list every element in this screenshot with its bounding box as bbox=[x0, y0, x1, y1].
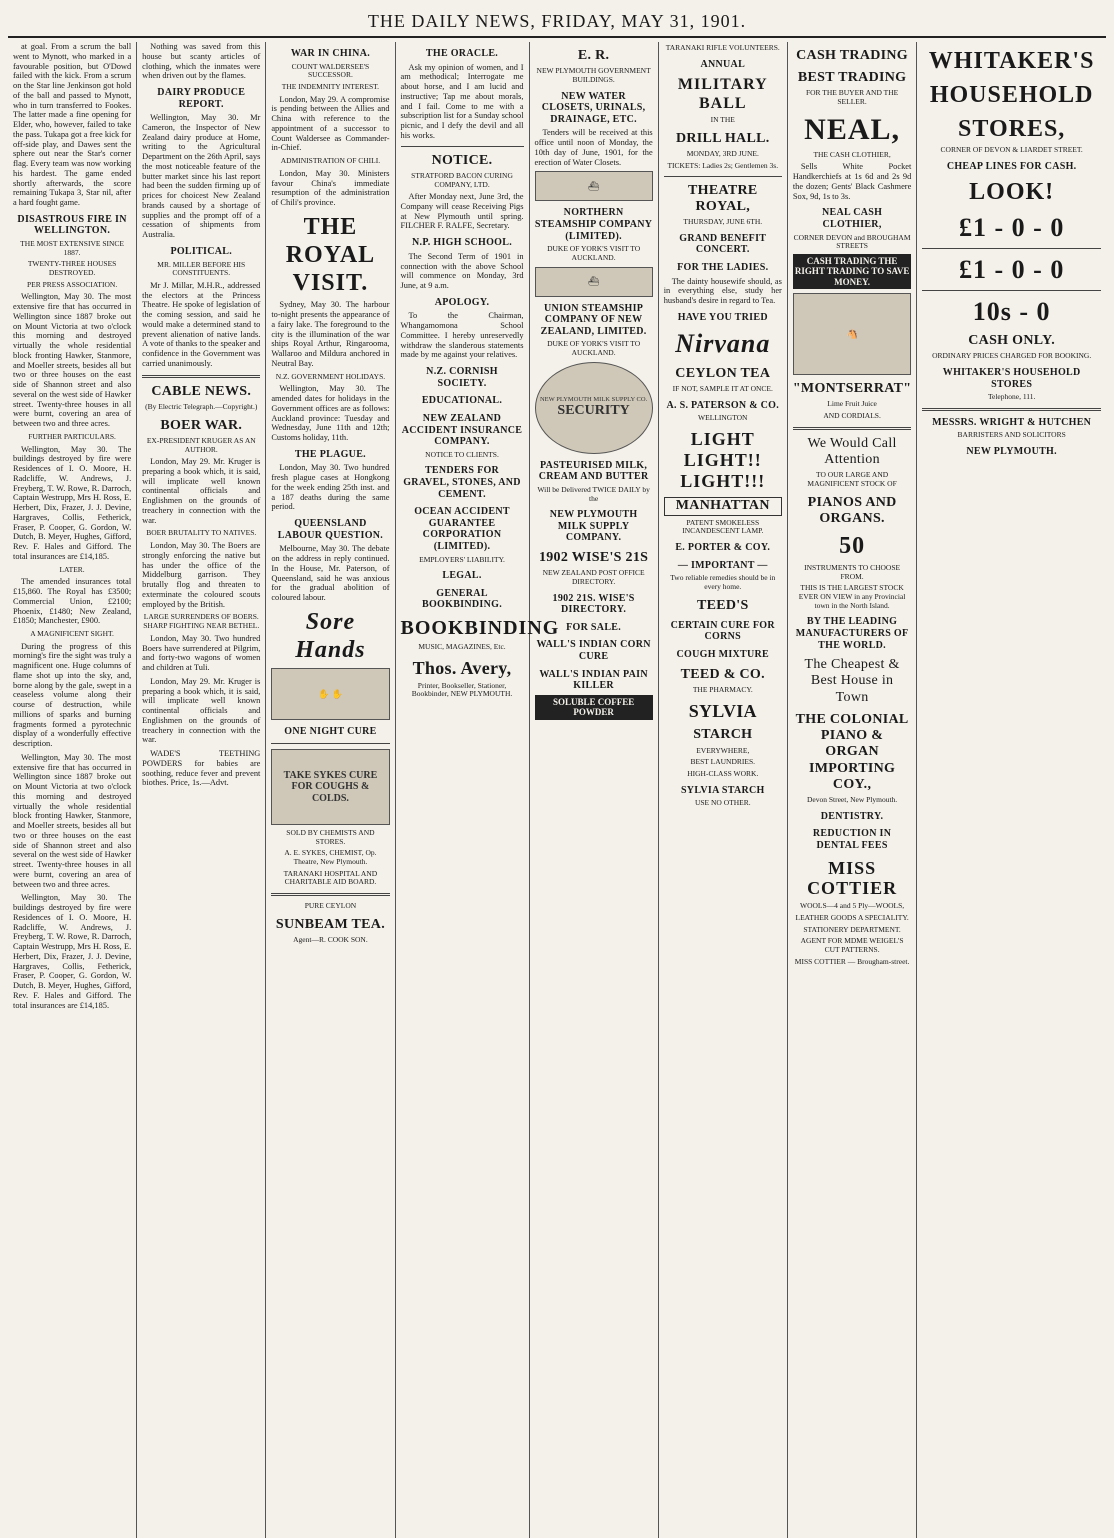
high-school-text: The Second Term of 1901 in connection with the above School will commence on Monday, 3rd June, at 9 a.m. bbox=[400, 251, 524, 291]
boer-sub: EX-PRESIDENT KRUGER AS AN AUTHOR. bbox=[146, 435, 256, 454]
agent: AGENT FOR MDME WEIGEL'S CUT PATTERNS. bbox=[800, 936, 904, 955]
tenders-head: TENDERS FOR GRAVEL, STONES, AND CEMENT. bbox=[403, 465, 521, 500]
montserrat: "MONTSERRAT" bbox=[792, 381, 912, 397]
china-text: London, May 29. A compromise is pending between the Allies and China with reference to the appointment of a successor to Count Waldersee as Commander-in-Chief. bbox=[271, 94, 390, 153]
fire-text: Wellington, May 30. The most extensive fire that has occurred in Wellington since 1887 broke out on Mount Victoria at two o'clock this morning and destroyed virtually the whole residential block fronting Hawker, Stanmore, and Moeller streets, besides all but two or three houses on the east side of Shannon street and also several on the west side of Hawker street. Twenty-three houses in all were burnt, covering an area of between two and three acres. bbox=[13, 292, 132, 429]
boer-text: London, May 29. Mr. Kruger is preparing a book which, it is said, will implicate well known continental officials and Englishmen on the grounds of treachery in connection with the war. bbox=[142, 457, 261, 525]
dentistry: DENTISTRY. bbox=[820, 810, 884, 822]
ceylon-tea: CEYLON TEA bbox=[675, 365, 771, 381]
sykes-sold: SOLD BY CHEMISTS AND STORES. bbox=[286, 828, 375, 846]
sylvia-starch: SYLVIA STARCH bbox=[680, 784, 765, 796]
everywhere: EVERYWHERE, bbox=[696, 745, 750, 755]
military-ball: MILITARY BALL bbox=[677, 76, 768, 112]
notice-sub: STRATFORD BACON CURING COMPANY, LTD. bbox=[411, 170, 513, 189]
walls-pain: WALL'S INDIAN PAIN KILLER bbox=[539, 668, 648, 692]
ladies-head: FOR THE LADIES. bbox=[677, 262, 769, 274]
boer-headline: BOER WAR. bbox=[160, 417, 243, 433]
milk-company: NEW PLYMOUTH MILK SUPPLY COMPANY. bbox=[549, 509, 638, 544]
largest-stock: THIS IS THE LARGEST STOCK EVER ON VIEW in any Provincial town in the North Island. bbox=[798, 583, 906, 610]
holidays-text: Wellington, May 30. The amended dates for holidays in the Government offices are as follows: Auckland province: Tuesday and Wednesday, June 11th and 12th; Customs holiday, 11th. bbox=[271, 384, 390, 443]
dental-fees: REDUCTION IN DENTAL FEES bbox=[812, 828, 892, 851]
best-trading: BEST TRADING bbox=[797, 70, 907, 86]
accident-sub: NOTICE TO CLIENTS. bbox=[425, 449, 499, 459]
royal-text: Sydney, May 30. The harbour to-night presents the appearance of a fairy lake. The foreground to the city is the illumination of the war ships Royal Arthur, Ringarooma, Wallaroo and Mildura anchored in Neutral Bay. bbox=[271, 300, 390, 368]
later-text: The amended insurances total £15,860. The Royal has £3500; Commercial Union, £2100; Phoenix, £1480; New Zealand, £1850; Manchester, £900. bbox=[13, 577, 132, 626]
corn-cure: CERTAIN CURE FOR CORNS bbox=[670, 619, 775, 643]
sample: IF NOT, SAMPLE IT AT ONCE. bbox=[672, 383, 773, 393]
starch: STARCH bbox=[693, 727, 753, 743]
one-night-cure: ONE NIGHT CURE bbox=[284, 726, 377, 738]
high-class: HIGH-CLASS WORK. bbox=[687, 769, 759, 779]
nirvana-logo: Nirvana bbox=[675, 329, 771, 359]
fire-headline: DISASTROUS FIRE IN WELLINGTON. bbox=[17, 213, 127, 237]
holidays-head: N.Z. GOVERNMENT HOLIDAYS. bbox=[275, 371, 386, 381]
leading-makers: BY THE LEADING MANUFACTURERS OF THE WORLD. bbox=[795, 616, 909, 651]
sykes-title: TAKE SYKES CURE FOR COUGHS & COLDS. bbox=[283, 769, 378, 804]
sykes-chemist: A. E. SYKES, CHEMIST, Op. Theatre, New Plymouth. bbox=[284, 848, 377, 867]
milk-sub: Will be Delivered TWICE DAILY by the bbox=[537, 484, 650, 503]
laundries: BEST LAUNDRIES. bbox=[690, 757, 755, 767]
political-text: Mr J. Millar, M.H.R., addressed the electors at the Princess Theatre. He spoke of legislation of the coming session, and said he would make a determined stand to prevent alienation of native lands. A vote of thanks to the speaker and confidence in the Government was carried unanimously. bbox=[142, 280, 261, 368]
duke-visit-2: DUKE OF YORK'S VISIT TO AUCKLAND. bbox=[547, 339, 641, 358]
chili-text: London, May 30. Ministers favour China's immediate resumption of the administration of Chili's province. bbox=[271, 168, 390, 208]
plague-text: London, May 30. Two hundred fresh plague cases at Hongkong for the week ending 25th inst. and a 187 deaths during the same period. bbox=[271, 463, 390, 512]
divider bbox=[922, 248, 1101, 249]
boer-filler: London, May 29. Mr. Kruger is preparing a book which, it is said, will implicate well known continental officials and Englishmen on the grounds of treachery in connection with the war. bbox=[142, 676, 261, 745]
divider bbox=[664, 176, 782, 177]
taranaki-hospital: TARANAKI HOSPITAL AND CHARITABLE AID BOARD. bbox=[283, 868, 378, 887]
high-school-head: N.P. HIGH SCHOOL. bbox=[412, 237, 513, 249]
divider bbox=[401, 146, 524, 147]
lime-juice: Lime Fruit Juice bbox=[827, 399, 877, 409]
ship-icon: ⛴ bbox=[535, 267, 653, 297]
column-8 bbox=[917, 42, 1106, 1538]
legal-head: LEGAL. bbox=[442, 570, 482, 582]
divider bbox=[271, 743, 389, 744]
hands-illustration: ✋ ✋ bbox=[271, 668, 389, 720]
brutality-text: London, May 30. The Boers are strongly enforcing the native but has under the office of the Middelburg garrison. They brutally flog and threaten to exterminate the coloured scouts employed by the British. bbox=[142, 541, 261, 609]
wise-sub: NEW ZEALAND POST OFFICE DIRECTORY. bbox=[542, 568, 645, 586]
corner: CORNER OF DEVON & LIARDET STREET. bbox=[940, 145, 1083, 155]
later-head: LATER. bbox=[59, 564, 85, 574]
ladies-text: The dainty housewife should, as in everything else, study her husband's desire in regard to Tea. bbox=[663, 276, 782, 306]
political-sub: MR. MILLER BEFORE HIS CONSTITUENTS. bbox=[157, 259, 246, 278]
closets-text: Tenders will be received at this office until noon of Monday, the 10th day of June, 1901, for the erection of Water Closets. bbox=[534, 128, 653, 167]
fire-filler: Wellington, May 30. The most extensive fire that has occurred in Wellington since 1887 broke out on Mount Victoria at two o'clock this morning and destroyed virtually the whole residential block fronting Hawker, Stanmore, and Moeller streets, besides all but two or three houses on the east side of Shannon street and also several on the west side of Hawker street. Twenty-three houses in all were burnt, covering an area of between two and three acres. bbox=[13, 752, 132, 889]
chili-head: ADMINISTRATION OF CHILI. bbox=[280, 156, 381, 166]
cornish-head: N.Z. CORNISH SOCIETY. bbox=[426, 366, 498, 389]
duke-visit: DUKE OF YORK'S VISIT TO AUCKLAND. bbox=[547, 244, 641, 262]
bookbinding-head: GENERAL BOOKBINDING. bbox=[422, 587, 503, 611]
neal-text: Sells White Pocket Handkerchiefs at 1s 6d and 2s 9d the dozen; Gents' Black Cashmere Sox, 9d, 1s to 3s. bbox=[792, 162, 912, 201]
new-plymouth: NEW PLYMOUTH. bbox=[966, 446, 1057, 458]
avery-sub: Printer, Bookseller, Stationer, Bookbinder, NEW PLYMOUTH. bbox=[411, 680, 513, 699]
political-headline: POLITICAL. bbox=[170, 245, 233, 257]
divider bbox=[271, 893, 389, 896]
stationery: STATIONERY DEPARTMENT. bbox=[803, 924, 901, 934]
dairy-headline: DAIRY PRODUCE REPORT. bbox=[157, 87, 246, 110]
notice-text: After Monday next, June 3rd, the Company will cease Receiving Pigs at New Plymouth until spring. FILCHER F. RALFE, Secretary. bbox=[400, 192, 524, 231]
dairy-text: Wellington, May 30. Mr Cameron, the Inspector of New Zealand dairy produce at Home, writing to the Agricultural Department on the 26th April, says the most noticeable feature of the butter market since his last report had been the sudden firming up of prices for choicest New Zealand brands caused by a shortage of supplies and the prompt off of a cessation of shipments from Australia. bbox=[142, 113, 261, 240]
neal-address: CORNER DEVON and BROUGHAM STREETS bbox=[793, 232, 911, 251]
fifty: 50 bbox=[839, 533, 866, 560]
sunbeam-tea: SUNBEAM TEA. bbox=[275, 916, 385, 932]
union-steamship: UNION STEAMSHIP COMPANY OF NEW ZEALAND, LIMITED. bbox=[540, 302, 647, 337]
divider bbox=[922, 408, 1101, 411]
northern-steamship: NORTHERN STEAMSHIP COMPANY (LIMITED). bbox=[534, 207, 653, 242]
miss-cottier: MISS COTTIER bbox=[807, 857, 898, 899]
price-3: 10s - 0 bbox=[972, 296, 1051, 326]
cash-clothier: THE CASH CLOTHIER, bbox=[813, 149, 891, 159]
wade-advert: WADE'S TEETHING POWDERS for babies are soothing, reduce fever and prevent biothes. Price, 1s.—Advt. bbox=[142, 749, 261, 788]
stores: STORES, bbox=[958, 115, 1066, 142]
paterson-city: WELLINGTON bbox=[698, 413, 748, 423]
barristers: BARRISTERS AND SOLICITORS bbox=[957, 430, 1066, 440]
bookbinding-big: BOOKBINDING bbox=[400, 617, 560, 640]
sykes-advert bbox=[271, 749, 389, 825]
security-word: SECURITY bbox=[557, 403, 630, 419]
ball-date: MONDAY, 3RD JUNE. bbox=[686, 149, 759, 159]
columns bbox=[8, 42, 1106, 1538]
use-no-other: USE NO OTHER. bbox=[694, 798, 751, 808]
cheap-lines: CHEAP LINES FOR CASH. bbox=[946, 161, 1077, 173]
soluble-coffee: SOLUBLE COFFEE POWDER bbox=[535, 695, 653, 720]
security-sub: NEW PLYMOUTH MILK SUPPLY CO. bbox=[539, 395, 648, 403]
divider bbox=[793, 427, 911, 430]
wright-hutchen: MESSRS. WRIGHT & HUTCHEN bbox=[932, 416, 1092, 428]
cash-band: CASH TRADING THE RIGHT TRADING TO SAVE MONEY. bbox=[793, 254, 911, 289]
further-text: Wellington, May 30. The buildings destroyed by fire were Residences of I. O. Moore, H. Radcliffe, W. Andrews, J. Freyberg, T. W. Rowe, R. Darroch, Captain Westrupp, Mrs H. Ross, E. Herbert, Dix, Frazer, J. J. Devine, Hargraves, Collis, Fetherick, Fraser, P. Cooper, G. Gordon, W. Dutch, B. Meyer, Hughes, Gifford, Rev. F. Hales and Gifford. The total insurances are £14,185. bbox=[13, 444, 132, 561]
sight-head: A MAGNIFICENT SIGHT. bbox=[30, 629, 114, 638]
in-the: IN THE bbox=[710, 115, 735, 125]
notice-headline: NOTICE. bbox=[431, 152, 493, 168]
walls-corn: WALL'S INDIAN CORN CURE bbox=[536, 639, 651, 663]
devon-st: Devon Street, New Plymouth. bbox=[806, 795, 898, 805]
cable-sub: (By Electric Telegraph.—Copyright.) bbox=[145, 401, 258, 411]
manhattan: MANHATTAN bbox=[664, 497, 782, 515]
light-light: LIGHT LIGHT!! LIGHT!!! bbox=[680, 428, 766, 491]
masthead bbox=[8, 6, 1106, 38]
queensland-headline: QUEENSLAND LABOUR QUESTION. bbox=[277, 518, 384, 541]
royal-visit-headline: THE ROYAL VISIT. bbox=[285, 213, 376, 296]
cash-trading: CASH TRADING bbox=[796, 48, 909, 63]
attention: We Would Call Attention bbox=[807, 435, 897, 468]
neal-logo: NEAL, bbox=[804, 112, 901, 146]
price-2: £1 - 0 - 0 bbox=[959, 254, 1065, 284]
fire-sub3: PER PRESS ASSOCIATION. bbox=[26, 279, 118, 289]
oracle-headline: THE ORACLE. bbox=[425, 48, 499, 59]
leather: LEATHER GOODS A SPECIALITY. bbox=[795, 912, 909, 922]
security-trademark bbox=[535, 362, 653, 454]
neal-cash: NEAL CASH CLOTHIER, bbox=[821, 207, 883, 230]
surrenders-head: LARGE SURRENDERS OF BOERS. SHARP FIGHTING NEAR BETHEL. bbox=[143, 612, 260, 631]
milk-head: PASTEURISED MILK, CREAM AND BUTTER bbox=[538, 459, 649, 483]
look: LOOK! bbox=[969, 178, 1055, 205]
er-cipher: E. R. bbox=[577, 48, 610, 63]
theatre-date: THURSDAY, JUNE 6TH. bbox=[683, 217, 763, 227]
masthead-title: THE DAILY NEWS, FRIDAY, MAY 31, 1901. bbox=[367, 10, 747, 31]
cough-mixture: COUGH MIXTURE bbox=[676, 649, 770, 661]
household: HOUSEHOLD bbox=[929, 81, 1094, 108]
whitaker-stores: WHITAKER'S HOUSEHOLD STORES bbox=[942, 366, 1081, 390]
oracle-text: Ask my opinion of women, and I am methodical; Interrogate me about horse, and I am lucid and instructive; Tap me about morals, and I fail. Come to me with a subscription list for a Sunday school picnic, and I defy the devil and all his works. bbox=[400, 62, 524, 140]
ocean-head: OCEAN ACCIDENT GUARANTEE CORPORATION (LIMITED). bbox=[414, 506, 510, 552]
football-report: at goal. From a scrum the ball went to Mynott, who marked in a favourable position, but O'Dowd failed with the kick. From a scrum on the Star line Jenkinson got hold of the ball and passed to Mynott, who in turn transferred to Fookes. The latter made a fine opening for Elder, who, however, failed to take the pass. Tukapa got a free kick for off-side play, and Dawes sent the sphere out near the Star's corner flag. Every team was now working his hardest. The game ended shortly afterwards, the score remaining Tukapa 3, Star nil, after a hard fought game. bbox=[13, 42, 132, 207]
sore-hands-title: Sore Hands bbox=[295, 608, 366, 663]
fire-sub1: THE MOST EXTENSIVE SINCE 1887. bbox=[20, 238, 124, 257]
ship-icon: ⛴ bbox=[535, 171, 653, 201]
have-you-tried: HAVE YOU TRIED bbox=[677, 311, 768, 323]
divider bbox=[922, 290, 1101, 291]
column-1 bbox=[8, 42, 137, 1538]
ocean-sub: EMPLOYERS' LIABILITY. bbox=[419, 554, 505, 564]
benefit-concert: GRAND BENEFIT CONCERT. bbox=[679, 232, 767, 256]
for-sale: FOR SALE. bbox=[566, 621, 622, 633]
ordinary-prices: ORDINARY PRICES CHARGED FOR BOOKING. bbox=[932, 351, 1092, 361]
column-5 bbox=[530, 42, 659, 1538]
drill-hall: DRILL HALL. bbox=[675, 131, 770, 147]
cash-only: CASH ONLY. bbox=[968, 333, 1056, 349]
china-sub2: THE INDEMNITY INTEREST. bbox=[281, 81, 380, 91]
cheapest: The Cheapest & Best House in Town bbox=[804, 657, 900, 705]
telephone: Telephone, 111. bbox=[987, 392, 1036, 402]
further-filler: Wellington, May 30. The buildings destroyed by fire were Residences of I. O. Moore, H. Radcliffe, W. Andrews, J. Freyberg, T. W. Rowe, R. Darroch, Captain Westrupp, Mrs H. Ross, E. Herbert, Dix, Frazer, J. J. Devine, Hargraves, Collis, Fetherick, Fraser, P. Cooper, G. Gordon, W. Dutch, B. Meyer, Hughes, Gifford, Rev. F. Hales and Gifford. The total insurances are £14,185. bbox=[13, 893, 132, 1010]
important: — IMPORTANT — bbox=[677, 559, 768, 571]
closets-head: NEW WATER CLOSETS, URINALS, DRAINAGE, ETC. bbox=[541, 90, 646, 125]
stock: TO OUR LARGE AND MAGNIFICENT STOCK OF bbox=[807, 470, 897, 488]
govt-buildings: NEW PLYMOUTH GOVERNMENT BUILDINGS. bbox=[536, 66, 651, 84]
china-sub: COUNT WALDERSEE'S SUCCESSOR. bbox=[291, 61, 370, 80]
sunbeam-pure: PURE CEYLON bbox=[304, 901, 357, 911]
apology-text: To the Chairman, Whangamomona School Committee. I hereby unreservedly withdraw the slanderous statements made by me against your relatives. bbox=[400, 311, 524, 360]
wools: WOOLS—4 and 5 Ply—WOOLS, bbox=[800, 901, 905, 911]
miss-cottier-bottom: MISS COTTIER — Brougham-street. bbox=[794, 956, 910, 966]
column-4 bbox=[396, 42, 560, 1538]
price-1: £1 - 0 - 0 bbox=[959, 212, 1065, 242]
divider bbox=[142, 375, 260, 378]
annual: ANNUAL bbox=[700, 58, 746, 70]
column-7 bbox=[788, 42, 917, 1538]
plague-headline: THE PLAGUE. bbox=[294, 448, 366, 460]
accident-head: NEW ZEALAND ACCIDENT INSURANCE COMPANY. bbox=[401, 412, 523, 448]
cable-headline: CABLE NEWS. bbox=[151, 383, 252, 399]
teeds: TEED'S bbox=[696, 597, 749, 613]
pharmacy: THE PHARMACY. bbox=[692, 684, 753, 694]
whitakers: WHITAKER'S bbox=[928, 48, 1095, 74]
pianos-organs: PIANOS AND ORGANS. bbox=[807, 494, 897, 526]
porter: E. PORTER & COY. bbox=[675, 542, 771, 554]
colonial-piano: THE COLONIAL PIANO & ORGAN IMPORTING COY., bbox=[795, 711, 909, 792]
cordials: AND CORDIALS. bbox=[823, 411, 881, 421]
wise-21s-2: 1902 21S. WISE'S DIRECTORY. bbox=[552, 592, 635, 616]
educational-head: EDUCATIONAL. bbox=[421, 395, 503, 407]
instruments: INSTRUMENTS TO CHOOSE FROM. bbox=[804, 562, 901, 581]
surrenders-text: London, May 30. Two hundred Boers have surrendered at Pilgrim, and forty-two wagons of women and children at Tuli. bbox=[142, 633, 261, 672]
china-headline: WAR IN CHINA. bbox=[290, 48, 371, 59]
theatre-royal: THEATRE ROYAL, bbox=[688, 182, 758, 214]
donkey-illustration: 🐴 bbox=[793, 293, 911, 375]
avery-name: Thos. Avery, bbox=[412, 657, 512, 678]
teed-co: TEED & CO. bbox=[680, 666, 765, 682]
lamp: PATENT SMOKELESS INCANDESCENT LAMP. bbox=[682, 517, 764, 536]
column-2 bbox=[137, 42, 266, 1538]
column-3 bbox=[266, 42, 395, 1538]
sunbeam-agent: Agent—R. COOK SON. bbox=[293, 935, 368, 945]
apology-head: APOLOGY. bbox=[434, 296, 490, 308]
rifle-volunteers: TARANAKI RIFLE VOLUNTEERS. bbox=[665, 43, 780, 52]
brutality-head: BOER BRUTALITY TO NATIVES. bbox=[146, 528, 257, 538]
sylvia: SYLVIA bbox=[688, 700, 757, 721]
music-head: MUSIC, MAGAZINES, Etc. bbox=[418, 642, 506, 652]
ball-tickets: TICKETS: Ladies 2s; Gentlemen 3s. bbox=[667, 160, 779, 170]
sight-text: During the progress of this morning's fire the sight was truly a magnificent one. Huge columns of flame shot up into the sky, and, borne along by the gale, swept in a ceaseless volume along their course of destruction, while millions of sparks and burning fragments formed a pyrotechnic display of a wonderfully effective description. bbox=[13, 641, 132, 749]
column-6 bbox=[659, 42, 788, 1538]
remedies: Two reliable remedies should be in every home. bbox=[670, 573, 776, 591]
wise-21s: 1902 WISE'S 21S bbox=[538, 550, 649, 566]
paterson: A. S. PATERSON & CO. bbox=[666, 399, 780, 411]
queensland-text: Melbourne, May 30. The debate on the address in reply continued. In the House, Mr. Paterson, of Queensland, said he was anxious for the gradual abolition of coloured labour. bbox=[271, 544, 390, 603]
buyer-seller: FOR THE BUYER AND THE SELLER. bbox=[805, 88, 899, 107]
fire-sub2: TWENTY-THREE HOUSES DESTROYED. bbox=[27, 259, 117, 277]
fire-continued: Nothing was saved from this house but scanty articles of clothing, which the inmates were when driven out by the flames. bbox=[142, 42, 261, 81]
further-head: FURTHER PARTICULARS. bbox=[28, 431, 116, 441]
